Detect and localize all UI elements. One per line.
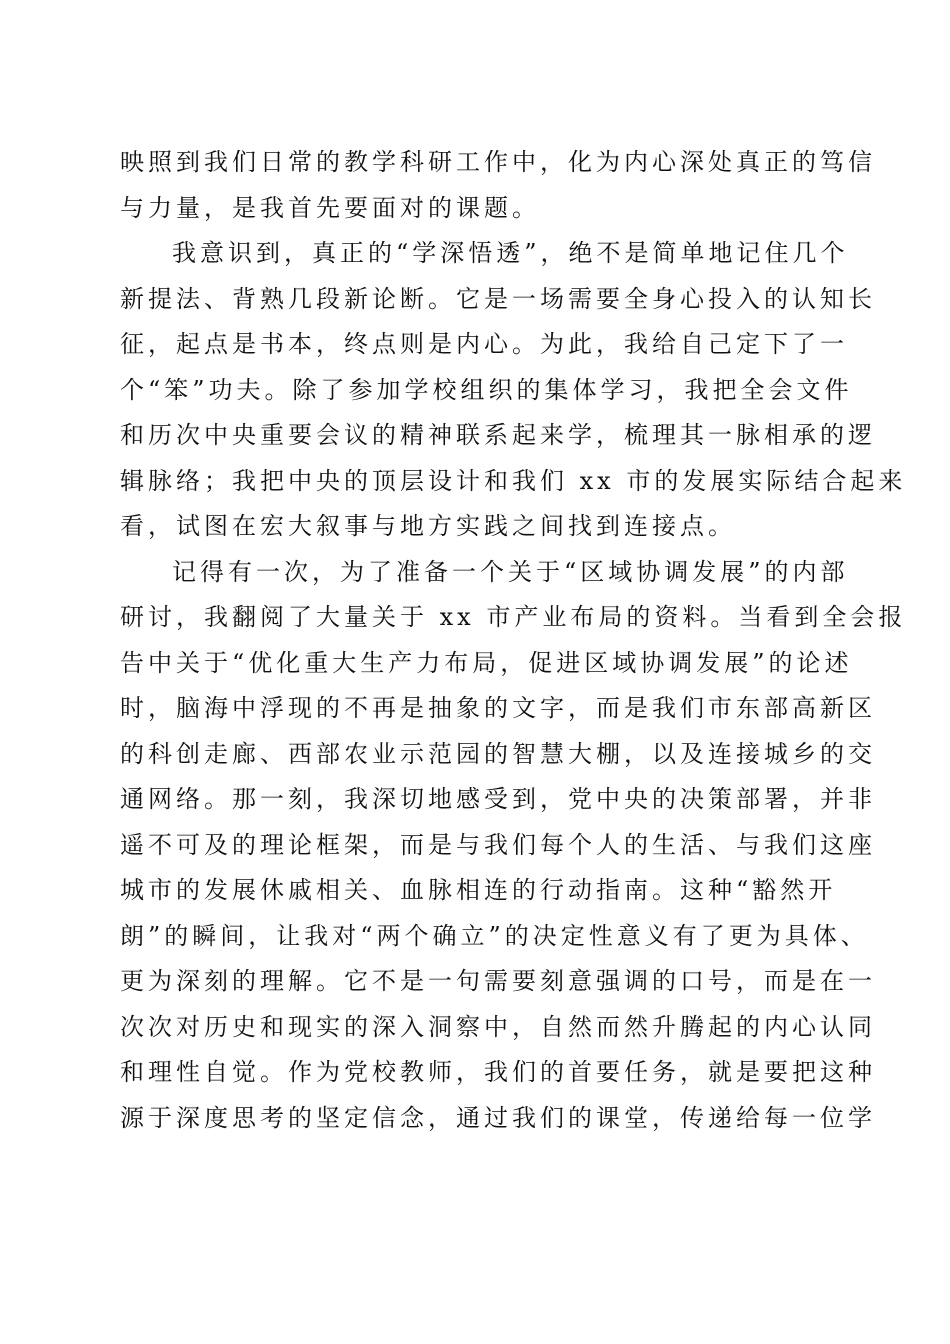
text-line: 和理性自觉。作为党校教师，我们的首要任务，就是要把这种 <box>120 1058 876 1086</box>
text-line: 朗”的瞬间，让我对“两个确立”的决定性意义有了更为具体、 <box>120 921 869 950</box>
text-line: 和历次中央重要会议的精神联系起来学，梳理其一脉相承的逻 <box>120 421 876 449</box>
text-line: 个“笨”功夫。除了参加学校组织的集体学习，我把全会文件 <box>120 375 853 404</box>
text-line: 时，脑海中浮现的不再是抽象的文字，而是我们市东部高新区 <box>120 694 876 722</box>
text-line: 新提法、背熟几段新论断。它是一场需要全身心投入的认知长 <box>120 284 876 313</box>
paragraph-first-line: 记得有一次，为了准备一个关于“区域协调发展”的内部 <box>172 557 849 586</box>
text-line: 源于深度思考的坚定信念，通过我们的课堂，传递给每一位学 <box>120 1103 876 1132</box>
text-line: 辑脉络；我把中央的顶层设计和我们 xx 市的发展实际结合起来 <box>120 466 907 495</box>
text-line: 次次对历史和现实的深入洞察中，自然而然升腾起的内心认同 <box>120 1012 876 1041</box>
text-line: 映照到我们日常的教学科研工作中，化为内心深处真正的笃信 <box>120 148 876 176</box>
text-line: 研讨，我翻阅了大量关于 xx 市产业布局的资料。当看到全会报 <box>120 603 907 631</box>
text-line: 遥不可及的理论框架，而是与我们每个人的生活、与我们这座 <box>120 830 876 859</box>
text-line: 通网络。那一刻，我深切地感受到，党中央的决策部署，并非 <box>120 785 876 813</box>
body-text <box>120 140 907 1141</box>
text-line: 征，起点是书本，终点则是内心。为此，我给自己定下了一 <box>120 330 848 358</box>
text-line: 告中关于“优化重大生产力布局，促进区域协调发展”的论述 <box>120 648 853 677</box>
text-line: 更为深刻的理解。它不是一句需要刻意强调的口号，而是在一 <box>120 967 876 995</box>
paragraph-first-line: 我意识到，真正的“学深悟透”，绝不是简单地记住几个 <box>172 239 849 267</box>
text-line: 城市的发展休戚相关、血脉相连的行动指南。这种“豁然开 <box>120 876 837 904</box>
text-line: 的科创走廊、西部农业示范园的智慧大棚，以及连接城乡的交 <box>120 739 876 768</box>
text-line: 看，试图在宏大叙事与地方实践之间找到连接点。 <box>120 512 736 540</box>
text-line: 与力量，是我首先要面对的课题。 <box>120 193 540 222</box>
